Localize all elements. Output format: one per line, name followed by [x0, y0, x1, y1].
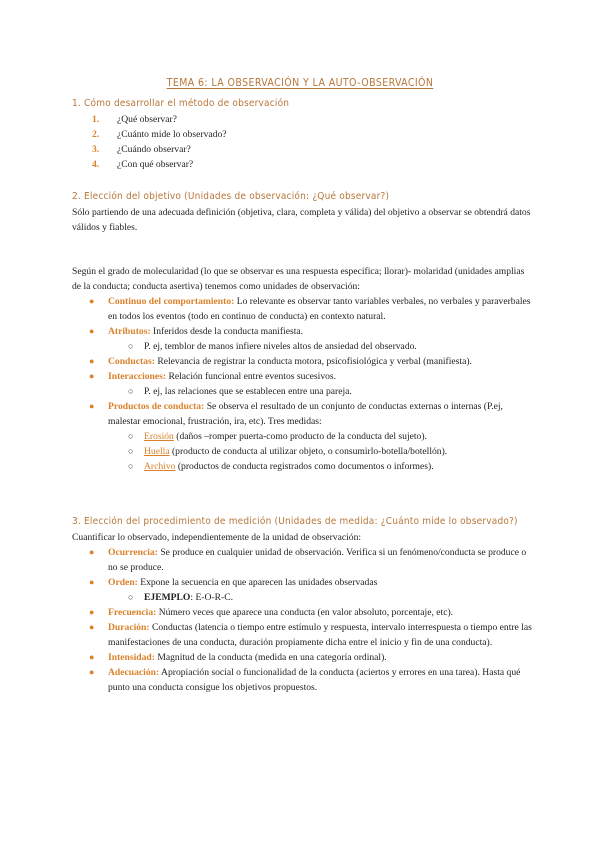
section-1-heading: 1. Cómo desarrollar el método de observación: [72, 98, 290, 109]
item-text: Magnitud de la conducta (medida en una categoría ordinal).: [154, 652, 387, 663]
list-item: [72, 324, 532, 354]
list-item: [72, 545, 532, 575]
item-key: Productos de conducta:: [108, 401, 205, 412]
section-3-list: [72, 545, 532, 695]
sub-item: [108, 459, 532, 474]
item-text: Lo relevante es observar tanto variables verbales, no verbales y paraverbales en todos los eventos (todo en continuo de conducta) en contexto natural.: [108, 296, 531, 322]
item-text: Apropiación social o funcionalidad de la conducta (aciertos y errores en una tarea). Hasta qué punto una conducta consigue los objetivos propuestos.: [108, 667, 521, 693]
sub-item: [108, 339, 532, 354]
bullet-icon: ●: [89, 622, 95, 632]
item-text: Expone la secuencia en que aparecen las unidades observadas: [137, 577, 378, 588]
item-text: Se observa el resultado de un conjunto de conductas externas o internas (P.ej, malestar emocional, frustración, ira, etc). Tres medidas:: [108, 401, 503, 427]
section-1-list: [72, 112, 532, 172]
item-key: Atributos:: [108, 326, 151, 337]
list-item: [72, 142, 532, 157]
sub-item-text: P. ej, temblor de manos infiere niveles altos de ansiedad del observado.: [144, 341, 417, 352]
item-key: Orden:: [108, 577, 138, 588]
item-text: ¿Qué observar?: [117, 114, 177, 125]
section-3-intro: Cuantificar lo observado, independientemente de la unidad de observación:: [72, 532, 362, 543]
item-key: Duración:: [108, 622, 150, 633]
list-item: [72, 399, 532, 474]
sub-item-text: (productos de conducta registrados como documentos o informes).: [175, 461, 434, 472]
circle-bullet-icon: ○: [128, 446, 134, 456]
erosion-link[interactable]: Erosión: [144, 431, 174, 442]
item-number: 1.: [92, 114, 100, 125]
item-text: ¿Cuándo observar?: [117, 144, 191, 155]
list-item: [72, 294, 532, 324]
list-item: [72, 575, 532, 605]
item-text: Relevancia de registrar la conducta motora, psicofisiológica y verbal (manifiesta).: [154, 356, 472, 367]
bullet-icon: ●: [89, 607, 95, 617]
sub-item-text: (producto de conducta al utilizar objeto, o consumirlo-botella/botellón).: [169, 446, 448, 457]
item-key: Frecuencia:: [108, 607, 157, 618]
list-item: [72, 369, 532, 399]
item-key: Conductas:: [108, 356, 155, 367]
item-key: Continuo del comportamiento:: [108, 296, 235, 307]
section-2-paragraph: Según el grado de molecularidad (lo que se observar es una respuesta específica; llorar)- molaridad (unidades amplias de la conducta; conducta asertiva) tenemos como unidades de observación:: [72, 266, 525, 292]
section-2-heading: 2. Elección del objetivo (Unidades de observación: ¿Qué observar?): [72, 191, 390, 202]
item-text: ¿Cuánto mide lo observado?: [117, 129, 227, 140]
sub-item: [108, 590, 532, 605]
list-item: [72, 127, 532, 142]
item-text: Número veces que aparece una conducta (en valor absoluto, porcentaje, etc).: [156, 607, 454, 618]
item-key: Interacciones:: [108, 371, 167, 382]
item-number: 3.: [92, 144, 100, 155]
huella-link[interactable]: Huella: [144, 446, 170, 457]
section-3-heading: 3. Elección del procedimiento de medición (Unidades de medida: ¿Cuánto mide lo observado?): [72, 516, 518, 527]
item-text: Relación funcional entre eventos sucesivos.: [166, 371, 337, 382]
item-text: Se produce en cualquier unidad de observación. Verifica si un fenómeno/conducta se produce o no se produce.: [108, 547, 527, 573]
bullet-icon: ●: [89, 296, 95, 306]
bullet-icon: ●: [89, 652, 95, 662]
section-2-intro: Sólo partiendo de una adecuada definición (objetiva, clara, completa y válida) del objetivo a observar se obtendrá datos válidos y fiables.: [72, 207, 531, 233]
item-key: Intensidad:: [108, 652, 155, 663]
item-number: 2.: [92, 129, 100, 140]
circle-bullet-icon: ○: [128, 592, 134, 602]
list-item: [72, 620, 532, 650]
item-text: Inferidos desde la conducta manifiesta.: [150, 326, 304, 337]
bullet-icon: ●: [89, 371, 95, 381]
bullet-icon: ●: [89, 667, 95, 677]
sub-item: [108, 444, 532, 459]
circle-bullet-icon: ○: [128, 431, 134, 441]
list-item: [72, 665, 532, 695]
item-key: Adecuación:: [108, 667, 160, 678]
list-item: [72, 354, 532, 369]
bullet-icon: ●: [89, 401, 95, 411]
item-text: Conductas (latencia o tiempo entre estímulo y respuesta, intervalo interrespuesta o tiempo entre las manifestaciones de una conducta, duración propiamente dicha entre el inicio y fin de una conducta).: [108, 622, 532, 648]
item-text: ¿Con qué observar?: [117, 159, 194, 170]
list-item: [72, 112, 532, 127]
sub-item: [108, 384, 532, 399]
item-number: 4.: [92, 159, 100, 170]
circle-bullet-icon: ○: [128, 341, 134, 351]
archivo-link[interactable]: Archivo: [144, 461, 176, 472]
sub-item-text: P. ej, las relaciones que se establecen entre una pareja.: [144, 386, 352, 397]
page-title: TEMA 6: LA OBSERVACIÓN Y LA AUTO-OBSERVACIÓN: [166, 77, 434, 89]
example-label: EJEMPLO: [144, 592, 191, 603]
item-key: Ocurrencia:: [108, 547, 158, 558]
sub-item-text: (daños –romper puerta-como producto de la conducta del sujeto).: [173, 431, 427, 442]
list-item: [72, 650, 532, 665]
bullet-icon: ●: [89, 547, 95, 557]
list-item: [72, 605, 532, 620]
bullet-icon: ●: [89, 356, 95, 366]
circle-bullet-icon: ○: [128, 461, 134, 471]
example-text: : E-O-R-C.: [190, 592, 234, 603]
section-2-list: [72, 294, 532, 474]
bullet-icon: ●: [89, 577, 95, 587]
circle-bullet-icon: ○: [128, 386, 134, 396]
list-item: [72, 157, 532, 172]
sub-item: [108, 429, 532, 444]
bullet-icon: ●: [89, 326, 95, 336]
